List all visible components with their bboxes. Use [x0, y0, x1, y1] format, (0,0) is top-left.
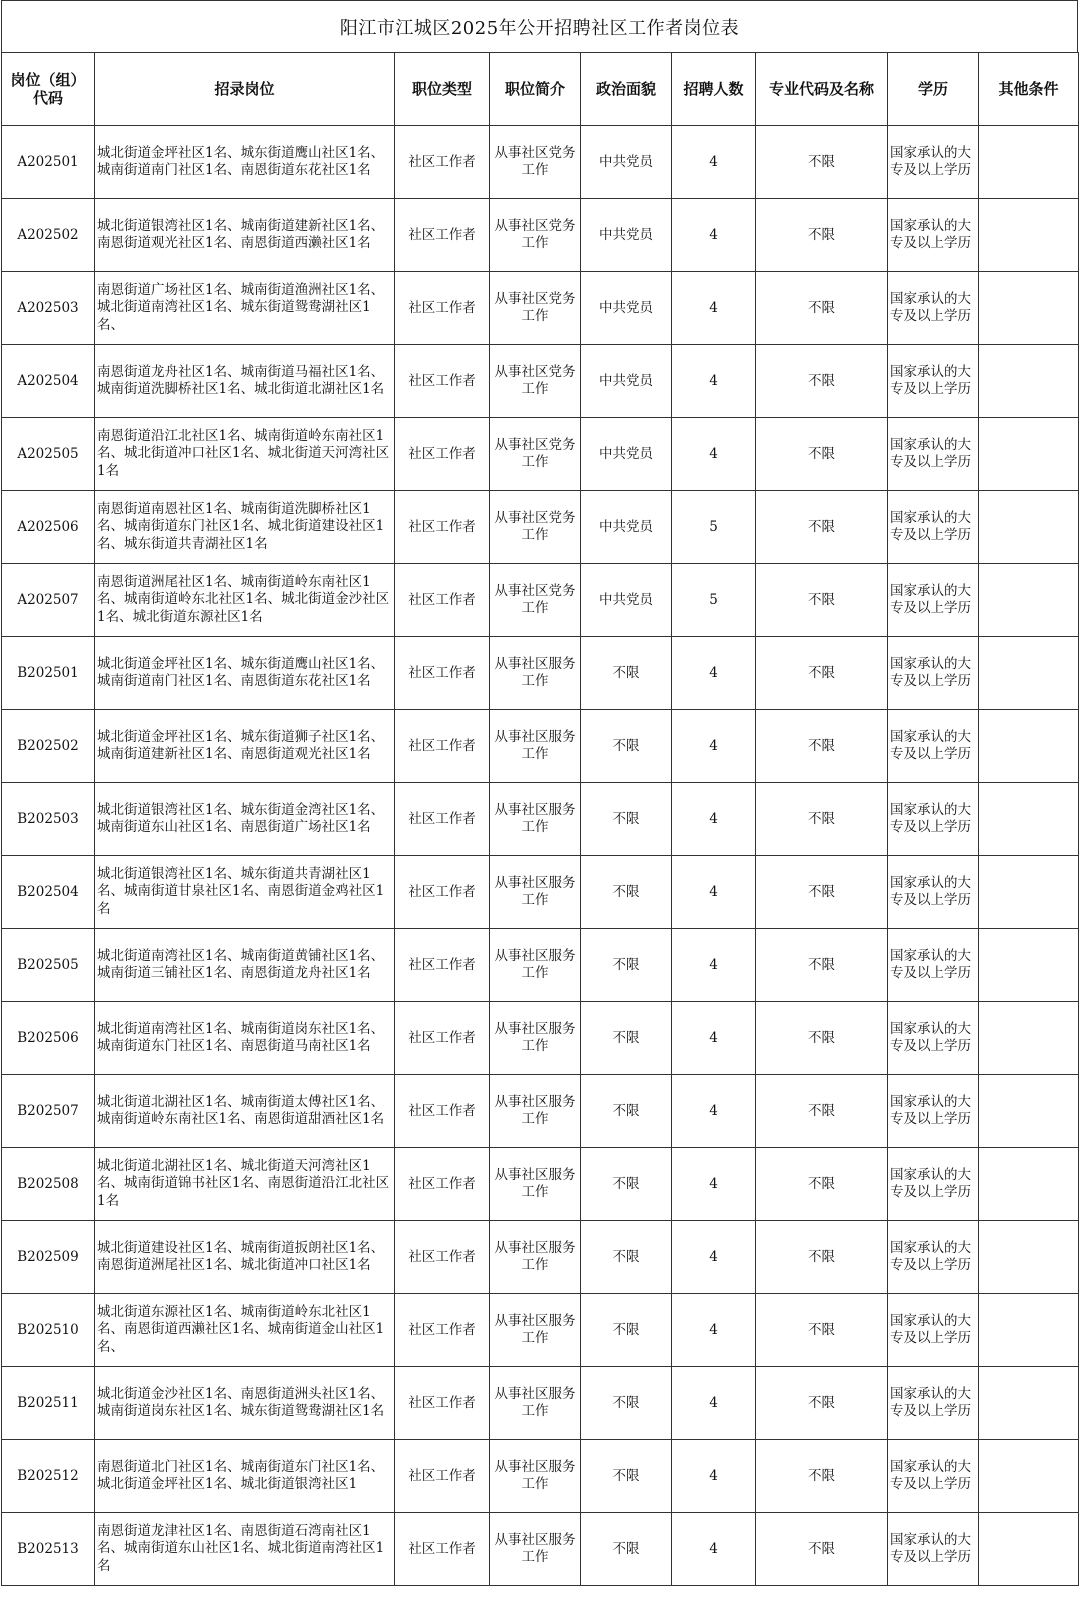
document-title: 阳江市江城区2025年公开招聘社区工作者岗位表 [1, 0, 1078, 52]
cell-positions: 城北街道建设社区1名、城南街道扳朗社区1名、南恩街道洲尾社区1名、城北街道冲口社区1名 [95, 1221, 395, 1294]
table-row [2, 199, 1079, 272]
table-row [2, 1148, 1079, 1221]
cell-education: 国家承认的大专及以上学历 [888, 1367, 979, 1440]
cell-count: 4 [672, 1148, 756, 1221]
cell-political: 不限 [581, 929, 672, 1002]
cell-intro: 从事社区服务工作 [490, 1221, 581, 1294]
cell-positions: 城北街道北湖社区1名、城南街道太傅社区1名、城南街道岭东南社区1名、南恩街道甜酒社区1名 [95, 1075, 395, 1148]
table-row [2, 1294, 1079, 1367]
cell-intro: 从事社区党务工作 [490, 564, 581, 637]
cell-major: 不限 [756, 637, 888, 710]
cell-count: 4 [672, 418, 756, 491]
cell-other [979, 126, 1079, 199]
cell-major: 不限 [756, 272, 888, 345]
cell-education: 国家承认的大专及以上学历 [888, 1294, 979, 1367]
cell-other [979, 1148, 1079, 1221]
cell-major: 不限 [756, 783, 888, 856]
cell-major: 不限 [756, 1513, 888, 1586]
cell-count: 5 [672, 491, 756, 564]
cell-education: 国家承认的大专及以上学历 [888, 1148, 979, 1221]
cell-other [979, 564, 1079, 637]
cell-education: 国家承认的大专及以上学历 [888, 783, 979, 856]
cell-major: 不限 [756, 710, 888, 783]
cell-code: A202507 [2, 564, 95, 637]
cell-count: 4 [672, 1440, 756, 1513]
header-positions: 招录岗位 [95, 53, 395, 126]
table-row [2, 1440, 1079, 1513]
cell-political: 不限 [581, 1294, 672, 1367]
cell-positions: 城北街道金坪社区1名、城东街道鹰山社区1名、城南街道南门社区1名、南恩街道东花社区1名 [95, 637, 395, 710]
cell-education: 国家承认的大专及以上学历 [888, 199, 979, 272]
cell-positions: 南恩街道沿江北社区1名、城南街道岭东南社区1名、城北街道冲口社区1名、城北街道天河湾社区1名 [95, 418, 395, 491]
table-body [2, 126, 1079, 1586]
cell-intro: 从事社区服务工作 [490, 1148, 581, 1221]
cell-positions: 南恩街道龙舟社区1名、城南街道马福社区1名、城南街道洗脚桥社区1名、城北街道北湖社区1名 [95, 345, 395, 418]
cell-type: 社区工作者 [395, 1221, 490, 1294]
table-row [2, 345, 1079, 418]
cell-other [979, 1075, 1079, 1148]
cell-count: 4 [672, 345, 756, 418]
cell-education: 国家承认的大专及以上学历 [888, 564, 979, 637]
cell-political: 不限 [581, 1221, 672, 1294]
cell-code: B202511 [2, 1367, 95, 1440]
cell-count: 4 [672, 1294, 756, 1367]
table-row [2, 272, 1079, 345]
cell-intro: 从事社区服务工作 [490, 1002, 581, 1075]
cell-major: 不限 [756, 1440, 888, 1513]
table-row [2, 929, 1079, 1002]
cell-major: 不限 [756, 856, 888, 929]
cell-education: 国家承认的大专及以上学历 [888, 856, 979, 929]
cell-political: 不限 [581, 1075, 672, 1148]
cell-education: 国家承认的大专及以上学历 [888, 1513, 979, 1586]
cell-code: B202508 [2, 1148, 95, 1221]
cell-count: 4 [672, 1002, 756, 1075]
header-code: 岗位（组）代码 [2, 53, 95, 126]
cell-code: B202504 [2, 856, 95, 929]
cell-positions: 南恩街道龙津社区1名、南恩街道石湾南社区1名、城南街道东山社区1名、城北街道南湾社区1名 [95, 1513, 395, 1586]
cell-major: 不限 [756, 199, 888, 272]
cell-type: 社区工作者 [395, 710, 490, 783]
cell-intro: 从事社区服务工作 [490, 783, 581, 856]
header-intro: 职位简介 [490, 53, 581, 126]
cell-other [979, 1002, 1079, 1075]
cell-political: 不限 [581, 1367, 672, 1440]
cell-type: 社区工作者 [395, 491, 490, 564]
cell-intro: 从事社区服务工作 [490, 1294, 581, 1367]
cell-positions: 南恩街道洲尾社区1名、城南街道岭东南社区1名、城南街道岭东北社区1名、城北街道金沙社区1名、城北街道东源社区1名 [95, 564, 395, 637]
cell-positions: 城北街道银湾社区1名、城南街道建新社区1名、南恩街道观光社区1名、南恩街道西濑社区1名 [95, 199, 395, 272]
cell-count: 4 [672, 1221, 756, 1294]
cell-type: 社区工作者 [395, 272, 490, 345]
cell-major: 不限 [756, 345, 888, 418]
cell-positions: 城北街道北湖社区1名、城北街道天河湾社区1名、城南街道锦书社区1名、南恩街道沿江北社区1名 [95, 1148, 395, 1221]
header-major: 专业代码及名称 [756, 53, 888, 126]
cell-education: 国家承认的大专及以上学历 [888, 345, 979, 418]
cell-political: 中共党员 [581, 491, 672, 564]
cell-code: B202512 [2, 1440, 95, 1513]
cell-count: 4 [672, 1075, 756, 1148]
cell-education: 国家承认的大专及以上学历 [888, 1221, 979, 1294]
cell-code: B202510 [2, 1294, 95, 1367]
cell-other [979, 637, 1079, 710]
cell-intro: 从事社区服务工作 [490, 856, 581, 929]
cell-political: 不限 [581, 1440, 672, 1513]
cell-count: 4 [672, 710, 756, 783]
table-row [2, 710, 1079, 783]
cell-major: 不限 [756, 418, 888, 491]
cell-positions: 城北街道银湾社区1名、城东街道金湾社区1名、城南街道东山社区1名、南恩街道广场社区1名 [95, 783, 395, 856]
cell-code: B202509 [2, 1221, 95, 1294]
cell-major: 不限 [756, 1221, 888, 1294]
cell-major: 不限 [756, 1367, 888, 1440]
cell-other [979, 272, 1079, 345]
cell-type: 社区工作者 [395, 637, 490, 710]
cell-other [979, 710, 1079, 783]
cell-other [979, 1367, 1079, 1440]
cell-intro: 从事社区服务工作 [490, 1075, 581, 1148]
cell-intro: 从事社区服务工作 [490, 1367, 581, 1440]
cell-code: B202507 [2, 1075, 95, 1148]
table-row [2, 783, 1079, 856]
table-row [2, 126, 1079, 199]
cell-code: B202513 [2, 1513, 95, 1586]
cell-count: 5 [672, 564, 756, 637]
cell-code: B202505 [2, 929, 95, 1002]
cell-political: 中共党员 [581, 564, 672, 637]
cell-political: 不限 [581, 783, 672, 856]
table-row [2, 418, 1079, 491]
header-type: 职位类型 [395, 53, 490, 126]
cell-count: 4 [672, 1367, 756, 1440]
cell-code: B202501 [2, 637, 95, 710]
cell-count: 4 [672, 929, 756, 1002]
table-row [2, 856, 1079, 929]
cell-other [979, 1221, 1079, 1294]
cell-major: 不限 [756, 1075, 888, 1148]
table-row [2, 1075, 1079, 1148]
cell-type: 社区工作者 [395, 199, 490, 272]
cell-type: 社区工作者 [395, 1367, 490, 1440]
cell-count: 4 [672, 272, 756, 345]
cell-political: 不限 [581, 1148, 672, 1221]
cell-intro: 从事社区服务工作 [490, 1440, 581, 1513]
cell-education: 国家承认的大专及以上学历 [888, 491, 979, 564]
cell-education: 国家承认的大专及以上学历 [888, 126, 979, 199]
cell-code: B202503 [2, 783, 95, 856]
cell-positions: 城北街道南湾社区1名、城南街道岗东社区1名、城南街道东门社区1名、南恩街道马南社区1名 [95, 1002, 395, 1075]
cell-political: 不限 [581, 1002, 672, 1075]
cell-intro: 从事社区服务工作 [490, 710, 581, 783]
header-education: 学历 [888, 53, 979, 126]
header-other: 其他条件 [979, 53, 1079, 126]
cell-other [979, 1513, 1079, 1586]
cell-count: 4 [672, 126, 756, 199]
cell-code: A202502 [2, 199, 95, 272]
cell-type: 社区工作者 [395, 856, 490, 929]
cell-type: 社区工作者 [395, 1002, 490, 1075]
cell-positions: 城北街道银湾社区1名、城东街道共青湖社区1名、城南街道甘泉社区1名、南恩街道金鸡社区1名 [95, 856, 395, 929]
cell-type: 社区工作者 [395, 1148, 490, 1221]
cell-other [979, 199, 1079, 272]
cell-political: 中共党员 [581, 126, 672, 199]
cell-major: 不限 [756, 929, 888, 1002]
cell-code: A202505 [2, 418, 95, 491]
cell-education: 国家承认的大专及以上学历 [888, 710, 979, 783]
cell-count: 4 [672, 637, 756, 710]
header-count: 招聘人数 [672, 53, 756, 126]
cell-positions: 城北街道金坪社区1名、城东街道狮子社区1名、城南街道建新社区1名、南恩街道观光社区1名 [95, 710, 395, 783]
header-row [2, 53, 1079, 126]
cell-type: 社区工作者 [395, 1075, 490, 1148]
cell-type: 社区工作者 [395, 1513, 490, 1586]
cell-major: 不限 [756, 491, 888, 564]
cell-education: 国家承认的大专及以上学历 [888, 637, 979, 710]
cell-political: 不限 [581, 637, 672, 710]
cell-intro: 从事社区服务工作 [490, 637, 581, 710]
cell-code: B202502 [2, 710, 95, 783]
cell-intro: 从事社区党务工作 [490, 126, 581, 199]
cell-code: A202504 [2, 345, 95, 418]
table-row [2, 1513, 1079, 1586]
cell-education: 国家承认的大专及以上学历 [888, 1002, 979, 1075]
cell-education: 国家承认的大专及以上学历 [888, 1075, 979, 1148]
cell-intro: 从事社区服务工作 [490, 1513, 581, 1586]
cell-code: A202506 [2, 491, 95, 564]
table-row [2, 1221, 1079, 1294]
cell-intro: 从事社区党务工作 [490, 272, 581, 345]
cell-type: 社区工作者 [395, 418, 490, 491]
cell-positions: 南恩街道南恩社区1名、城南街道洗脚桥社区1名、城南街道东门社区1名、城北街道建设社区1名、城东街道共青湖社区1名 [95, 491, 395, 564]
cell-education: 国家承认的大专及以上学历 [888, 418, 979, 491]
cell-intro: 从事社区党务工作 [490, 491, 581, 564]
cell-major: 不限 [756, 1148, 888, 1221]
cell-political: 不限 [581, 1513, 672, 1586]
table-row [2, 1002, 1079, 1075]
cell-count: 4 [672, 199, 756, 272]
cell-major: 不限 [756, 126, 888, 199]
cell-political: 不限 [581, 856, 672, 929]
cell-positions: 城北街道金沙社区1名、南恩街道洲头社区1名、城南街道岗东社区1名、城东街道鸳鸯湖社区1名 [95, 1367, 395, 1440]
cell-positions: 城北街道东源社区1名、城南街道岭东北社区1名、南恩街道西濑社区1名、城南街道金山社区1名、 [95, 1294, 395, 1367]
table-row [2, 564, 1079, 637]
cell-other [979, 1440, 1079, 1513]
cell-political: 不限 [581, 710, 672, 783]
cell-type: 社区工作者 [395, 929, 490, 1002]
cell-political: 中共党员 [581, 199, 672, 272]
cell-other [979, 345, 1079, 418]
cell-positions: 南恩街道北门社区1名、城南街道东门社区1名、城北街道金坪社区1名、城北街道银湾社区1 [95, 1440, 395, 1513]
cell-count: 4 [672, 1513, 756, 1586]
cell-positions: 南恩街道广场社区1名、城南街道渔洲社区1名、城北街道南湾社区1名、城东街道鸳鸯湖社区1名、 [95, 272, 395, 345]
cell-count: 4 [672, 783, 756, 856]
cell-intro: 从事社区党务工作 [490, 199, 581, 272]
cell-count: 4 [672, 856, 756, 929]
cell-code: B202506 [2, 1002, 95, 1075]
cell-code: A202501 [2, 126, 95, 199]
cell-political: 中共党员 [581, 418, 672, 491]
cell-positions: 城北街道金坪社区1名、城东街道鹰山社区1名、城南街道南门社区1名、南恩街道东花社区1名 [95, 126, 395, 199]
cell-major: 不限 [756, 1294, 888, 1367]
cell-other [979, 491, 1079, 564]
cell-other [979, 783, 1079, 856]
cell-major: 不限 [756, 564, 888, 637]
header-political: 政治面貌 [581, 53, 672, 126]
cell-type: 社区工作者 [395, 126, 490, 199]
cell-major: 不限 [756, 1002, 888, 1075]
cell-type: 社区工作者 [395, 1440, 490, 1513]
cell-education: 国家承认的大专及以上学历 [888, 272, 979, 345]
cell-type: 社区工作者 [395, 783, 490, 856]
cell-other [979, 1294, 1079, 1367]
cell-type: 社区工作者 [395, 564, 490, 637]
table-row [2, 1367, 1079, 1440]
cell-intro: 从事社区党务工作 [490, 418, 581, 491]
table-row [2, 637, 1079, 710]
cell-political: 中共党员 [581, 345, 672, 418]
cell-political: 中共党员 [581, 272, 672, 345]
cell-other [979, 929, 1079, 1002]
cell-intro: 从事社区党务工作 [490, 345, 581, 418]
cell-type: 社区工作者 [395, 1294, 490, 1367]
table-row [2, 491, 1079, 564]
cell-positions: 城北街道南湾社区1名、城南街道黄铺社区1名、城南街道三铺社区1名、南恩街道龙舟社区1名 [95, 929, 395, 1002]
cell-other [979, 418, 1079, 491]
cell-code: A202503 [2, 272, 95, 345]
positions-table [1, 52, 1079, 1586]
cell-type: 社区工作者 [395, 345, 490, 418]
cell-education: 国家承认的大专及以上学历 [888, 1440, 979, 1513]
cell-intro: 从事社区服务工作 [490, 929, 581, 1002]
cell-education: 国家承认的大专及以上学历 [888, 929, 979, 1002]
cell-other [979, 856, 1079, 929]
